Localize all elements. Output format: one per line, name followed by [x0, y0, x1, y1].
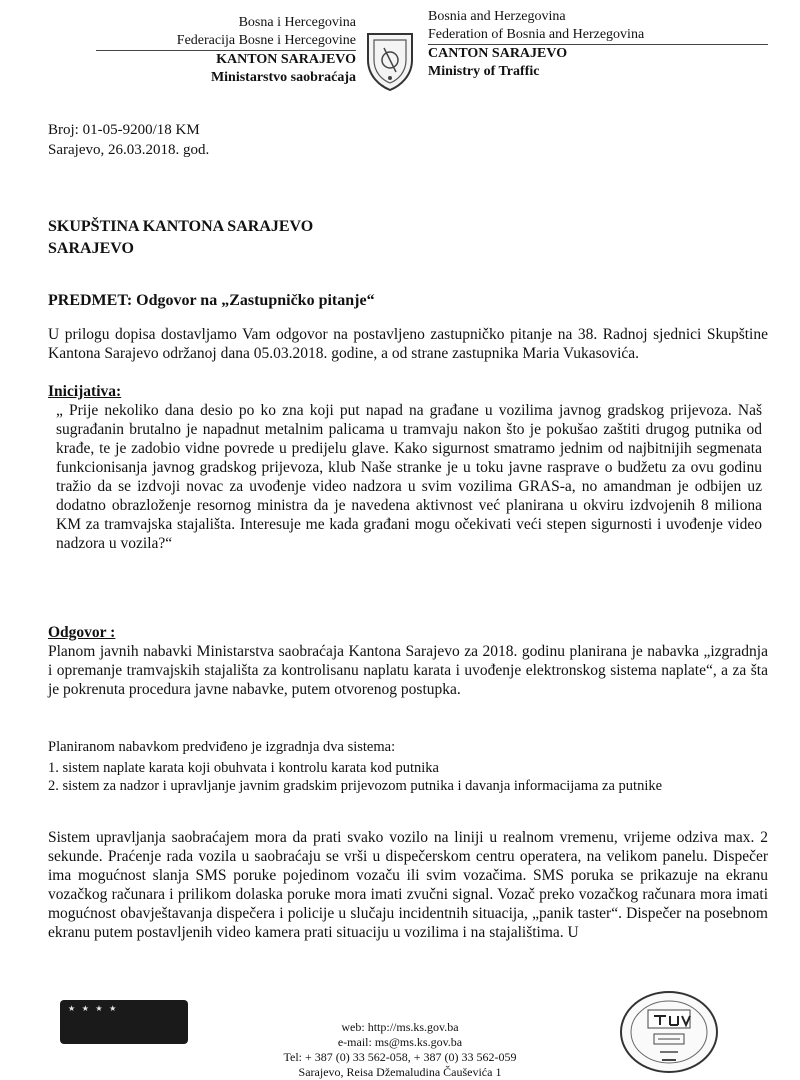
footer-address: Sarajevo, Reisa Džemaludina Čauševića 1 — [298, 1065, 502, 1079]
eu-stars-certificate-icon: ★ ★ ★ ★ — [60, 1000, 188, 1044]
document-meta — [48, 120, 209, 160]
header-left-canton: KANTON SARAJEVO — [216, 52, 356, 67]
recipient-block — [48, 216, 313, 260]
header-right-canton: CANTON SARAJEVO — [428, 46, 568, 61]
header-right-ministry: Ministry of Traffic — [428, 64, 540, 79]
header-left-ministry: Ministarstvo saobraćaja — [210, 70, 356, 85]
footer-tel: Tel: + 387 (0) 33 562-058, + 387 (0) 33 562-059 — [283, 1050, 517, 1064]
list-item: 2. sistem za nadzor i upravljanje javnim gradskim prijevozom putnika i davanja informacijama za putnike — [48, 778, 663, 794]
header-left-federation: Federacija Bosne i Hercegovine — [96, 32, 356, 51]
answer-heading: Odgovor : — [48, 624, 116, 641]
recipient-city: SARAJEVO — [48, 240, 134, 257]
initiative-heading: Inicijativa: — [48, 383, 122, 400]
footer-web[interactable]: web: http://ms.ks.gov.ba — [341, 1020, 459, 1034]
document-date: Sarajevo, 26.03.2018. god. — [48, 142, 210, 158]
plan-block — [48, 738, 768, 796]
header-left-country: Bosna i Hercegovina — [238, 15, 356, 30]
plan-intro: Planiranom nabavkom predviđeno je izgradnja dva sistema: — [48, 739, 396, 755]
header-right-federation: Federation of Bosnia and Herzegovina — [428, 26, 768, 45]
coat-of-arms-icon — [362, 30, 418, 94]
recipient-name: SKUPŠTINA KANTONA SARAJEVO — [48, 218, 314, 235]
initiative-paragraph: „ Prije nekoliko dana desio po ko zna koji put napad na građane u vozilima javnog gradskog prijevoza. Naš sugrađanin brutalno je napadnut metalnim palicama u tramvaju nakon što je pokušao zaštiti drugog putnika od krađe, te je zadobio vidne povrede u predijelu glave. Kako sigurnost smatramo jednim od najbitnijih segmenata funkcionisanja javnog gradskog prijevoza, klub Naše stranke je u toku javne rasprave o budžetu za ovu godinu tražio da se izdvoji novac za uvođenje video nadzora u svim vozilima GRAS-a, no amandman je odbijen uz dodatno obrazloženje resornog ministra da je navedena aktivnost već planirana u okviru izdvojenih 8 miliona KM za tramvajska stajališta. Interesuje me kada građani mogu očekivati veći stepen sigurnosti i uvođenje video nadzora u vozila?“ — [56, 402, 762, 552]
intro-paragraph: U prilogu dopisa dostavljamo Vam odgovor na postavljeno zastupničko pitanje na 38. Radnoj sjednici Skupštine Kantona Sarajevo održanoj dana 05.03.2018. godine, a od strane zastupnika Maria Vukasovića. — [48, 326, 768, 362]
footer-contact — [250, 1020, 550, 1080]
list-item: 1. sistem naplate karata koji obuhvata i kontrolu karata kod putnika — [48, 759, 439, 776]
reference-number: Broj: 01-05-9200/18 KM — [48, 122, 200, 138]
header-left — [96, 14, 356, 87]
tuv-certification-seal-icon — [618, 990, 720, 1074]
header-right-country: Bosnia and Herzegovina — [428, 9, 566, 24]
system-paragraph: Sistem upravljanja saobraćajem mora da prati svako vozilo na liniji u realnom vremenu, vrijeme odziva max. 2 sekunde. Praćenje rada vozila u saobraćaju se vrši u dispečerskom centru operatera, na velikom panelu. Dispečer ima mogućnost slanja SMS poruke pojedinom vozaču ili svim vozačima. SMS poruka se prikazuje na ekranu vozačkog računara i prilikom dolaska poruke mora imati zvučni signal. Vozač preko vozačkog računara mora imati mogućnost obavještavanja dispečera i policije u slučaju incidentnih situacija, „panik taster“. Dispečer na posebnom ekranu putem postavljenih video kamera prati situaciju u vozilima i na stajalištima. U — [48, 829, 768, 941]
footer-email[interactable]: e-mail: ms@ms.ks.gov.ba — [337, 1035, 463, 1049]
header-right — [428, 8, 768, 81]
subject-line: PREDMET: Odgovor na „Zastupničko pitanje“ — [48, 292, 375, 309]
answer-paragraph: Planom javnih nabavki Ministarstva saobraćaja Kantona Sarajevo za 2018. godinu planirana je nabavka „izgradnja i opremanje tramvajskih stajališta za kontrolisanu naplatu karata i uvođenje elektronskog sistema naplate“, a za šta je pokrenuta procedura javne nabavke, putem otvorenog postupka. — [48, 643, 768, 698]
